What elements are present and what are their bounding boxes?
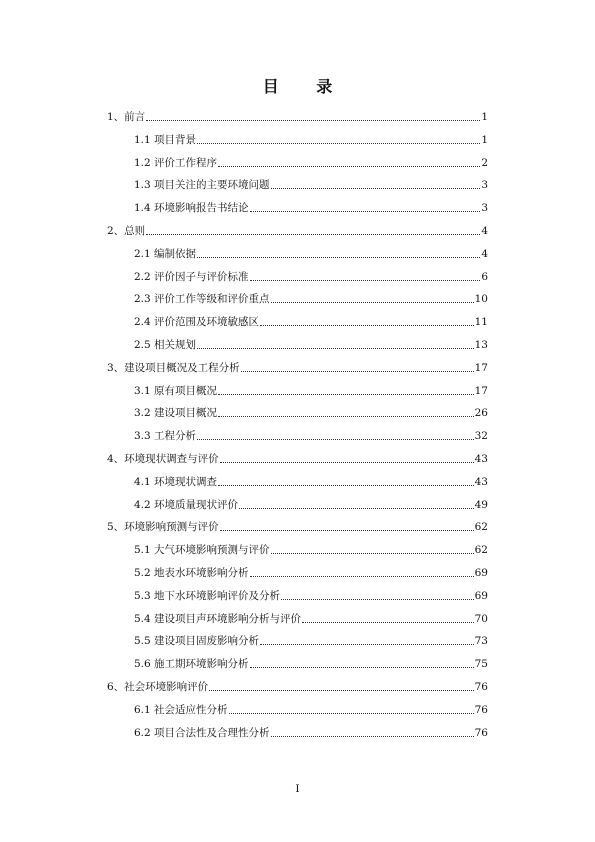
toc-section-entry[interactable]: [134, 498, 488, 512]
toc-title: 目 录: [262, 77, 349, 96]
toc-entry-label: 3.1 原有项目概况: [134, 384, 218, 397]
toc-leader-dots: [209, 681, 473, 691]
toc-section-entry[interactable]: [134, 156, 488, 170]
toc-entry-label: 1.1 项目背景: [134, 133, 197, 146]
toc-leader-dots: [146, 225, 480, 235]
toc-leader-dots: [241, 362, 474, 372]
toc-entry-page: 3: [481, 202, 488, 215]
toc-section-entry[interactable]: [134, 406, 488, 420]
toc-leader-dots: [239, 499, 474, 509]
toc-entry-label: 4.2 环境质量现状评价: [134, 498, 239, 511]
toc-leader-dots: [220, 453, 474, 463]
toc-entry-page: 69: [474, 567, 488, 579]
toc-entry-page: 32: [474, 430, 488, 443]
toc-entry-label: 5、环境影响预测与评价: [107, 521, 219, 534]
toc-leader-dots: [271, 179, 481, 189]
toc-leader-dots: [146, 111, 480, 121]
toc-section-entry[interactable]: [134, 543, 488, 557]
toc-entry-page: 17: [474, 384, 488, 397]
toc-entry-page: 4: [481, 225, 488, 237]
toc-leader-dots: [220, 521, 474, 531]
toc-entry-page: 10: [474, 293, 488, 306]
toc-section-entry[interactable]: [134, 247, 488, 261]
toc-leader-dots: [197, 430, 474, 440]
toc-entry-page: 2: [481, 156, 488, 169]
toc-section-entry[interactable]: [134, 338, 488, 352]
toc-leader-dots: [260, 635, 474, 645]
toc-entry-label: 3.2 建设项目概况: [134, 407, 218, 420]
toc-entry-page: 17: [474, 361, 488, 374]
toc-entry-label: 1.4 环境影响报告书结论: [134, 202, 249, 215]
toc-entry-page: 6: [481, 270, 488, 283]
toc-leader-dots: [197, 339, 474, 349]
toc-leader-dots: [302, 613, 474, 623]
toc-entry-page: 11: [474, 316, 488, 329]
toc-leader-dots: [271, 727, 474, 737]
toc-entry-page: 70: [474, 612, 488, 625]
toc-entry-label: 6、社会环境影响评价: [107, 681, 209, 693]
toc-entry-label: 6.2 项目合法性及合理性分析: [134, 726, 270, 739]
toc-entry-label: 2、总则: [107, 225, 146, 237]
toc-section-entry[interactable]: [134, 384, 488, 398]
toc-leader-dots: [250, 567, 474, 577]
toc-entry-page: 4: [481, 247, 488, 260]
toc-entry-label: 2.4 评价范围及环境敏感区: [134, 316, 260, 329]
toc-section-entry[interactable]: [134, 201, 488, 215]
toc-entry-label: 3.3 工程分析: [134, 430, 197, 443]
toc-leader-dots: [218, 385, 474, 395]
toc-entry-page: 26: [474, 407, 488, 420]
toc-chapter-entry[interactable]: [107, 452, 488, 466]
toc-entry-page: 76: [474, 726, 488, 739]
toc-entry-label: 2.5 相关规划: [134, 339, 197, 351]
toc-chapter-entry[interactable]: [107, 361, 488, 375]
toc-chapter-entry[interactable]: [107, 520, 488, 534]
toc-entry-label: 5.5 建设项目固废影响分析: [134, 635, 260, 648]
toc-entry-page: 3: [481, 179, 488, 192]
toc-section-entry[interactable]: [134, 612, 488, 626]
toc-section-entry[interactable]: [134, 566, 488, 580]
toc-section-entry[interactable]: [134, 270, 488, 284]
toc-entry-page: 1: [481, 133, 488, 146]
toc-leader-dots: [218, 157, 480, 167]
toc-entry-label: 4、环境现状调查与评价: [107, 453, 219, 465]
toc-entry-page: 43: [474, 475, 488, 488]
toc-leader-dots: [250, 271, 481, 281]
toc-entry-page: 75: [474, 658, 488, 671]
toc-section-entry[interactable]: [134, 133, 488, 147]
toc-leader-dots: [271, 544, 474, 554]
toc-leader-dots: [197, 248, 480, 258]
toc-entry-label: 5.2 地表水环境影响分析: [134, 567, 249, 579]
toc-section-entry[interactable]: [134, 634, 488, 648]
toc-entry-label: 5.3 地下水环境影响评价及分析: [134, 589, 281, 602]
toc-section-entry[interactable]: [134, 475, 488, 489]
toc-leader-dots: [218, 476, 474, 486]
toc-entry-label: 5.4 建设项目声环境影响分析与评价: [134, 612, 302, 625]
toc-entry-label: 3、建设项目概况及工程分析: [107, 361, 240, 374]
toc-leader-dots: [250, 202, 481, 212]
toc-entry-label: 5.6 施工期环境影响分析: [134, 658, 249, 671]
toc-entry-label: 1、前言: [107, 111, 146, 123]
toc-entry-page: 13: [474, 339, 488, 351]
toc-leader-dots: [281, 590, 474, 600]
toc-entry-label: 2.1 编制依据: [134, 247, 197, 260]
toc-entry-page: 43: [474, 453, 488, 465]
toc-leader-dots: [250, 658, 474, 668]
toc-leader-dots: [260, 316, 474, 326]
toc-section-entry[interactable]: [134, 703, 488, 717]
toc-section-entry[interactable]: [134, 292, 488, 306]
toc-entry-label: 5.1 大气环境影响预测与评价: [134, 544, 270, 557]
toc-chapter-entry[interactable]: [107, 224, 488, 238]
toc-leader-dots: [271, 293, 474, 303]
toc-entry-page: 1: [481, 111, 488, 123]
toc-entry-label: 1.2 评价工作程序: [134, 156, 218, 169]
toc-entry-page: 76: [474, 703, 488, 716]
toc-entry-page: 49: [474, 498, 488, 511]
toc-entry-label: 1.3 项目关注的主要环境问题: [134, 179, 270, 192]
toc-leader-dots: [218, 407, 474, 417]
toc-section-entry[interactable]: [134, 315, 488, 329]
toc-section-entry[interactable]: [134, 429, 488, 443]
toc-entry-label: 6.1 社会适应性分析: [134, 703, 228, 716]
toc-entry-label: 2.2 评价因子与评价标准: [134, 270, 249, 283]
toc-section-entry[interactable]: [134, 657, 488, 671]
toc-entry-page: 62: [474, 521, 488, 534]
page-number: I: [295, 783, 300, 795]
toc-chapter-entry[interactable]: [107, 110, 488, 124]
toc-entry-page: 76: [474, 681, 488, 693]
toc-entry-label: 4.1 环境现状调查: [134, 475, 218, 488]
toc-section-entry[interactable]: [134, 178, 488, 192]
toc-section-entry[interactable]: [134, 589, 488, 603]
toc-entry-label: 2.3 评价工作等级和评价重点: [134, 293, 270, 306]
toc-leader-dots: [229, 704, 474, 714]
toc-entry-page: 73: [474, 635, 488, 648]
toc-section-entry[interactable]: [134, 726, 488, 740]
toc-chapter-entry[interactable]: [107, 680, 488, 694]
toc-entry-page: 62: [474, 544, 488, 557]
toc-entry-page: 69: [474, 589, 488, 602]
toc-leader-dots: [197, 134, 480, 144]
